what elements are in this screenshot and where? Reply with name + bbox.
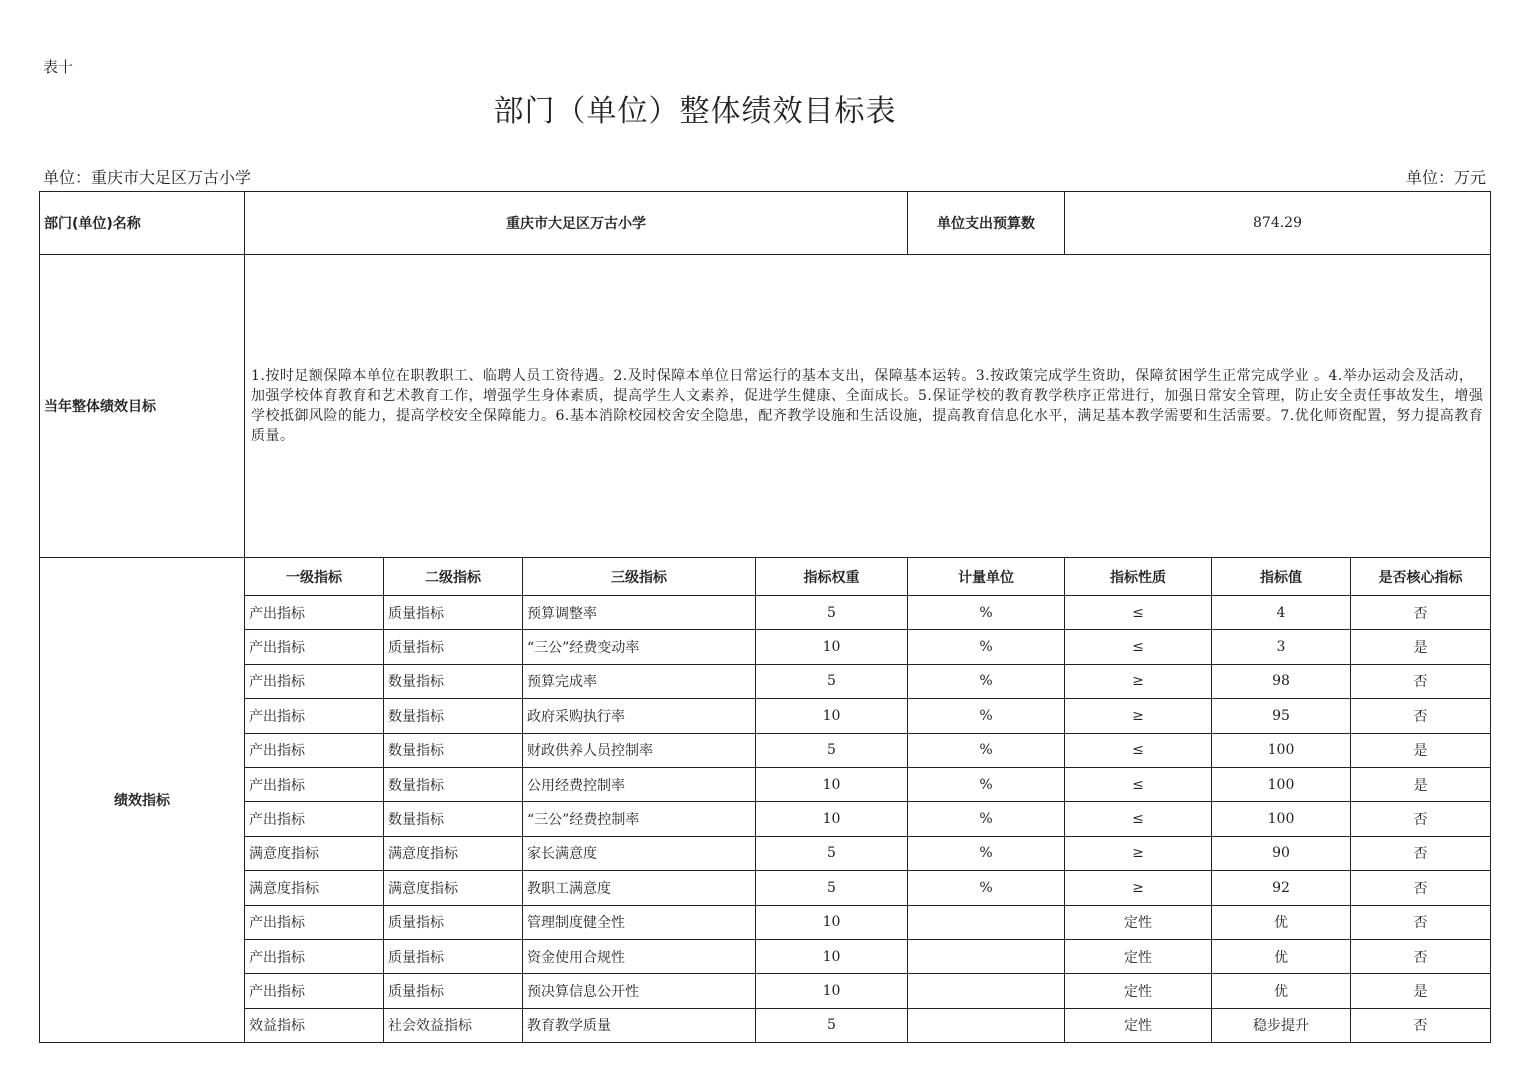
table-row [40,802,1491,836]
cell-level2: 质量指标 [384,596,523,630]
cell-level1: 产出指标 [245,802,384,836]
cell-level3: 教职工满意度 [523,871,756,905]
cell-value: 100 [1212,802,1351,836]
cell-weight: 5 [756,596,908,630]
cell-unit: % [908,630,1065,664]
cell-nature: 定性 [1065,905,1212,939]
cell-level2: 数量指标 [384,699,523,733]
cell-core: 否 [1351,871,1491,905]
cell-unit [908,939,1065,973]
cell-level1: 产出指标 [245,974,384,1008]
cell-level2: 社会效益指标 [384,1008,523,1042]
cell-value: 优 [1212,974,1351,1008]
cell-level1: 产出指标 [245,664,384,698]
cell-nature: ≥ [1065,699,1212,733]
cell-unit: % [908,767,1065,801]
cell-nature: ≥ [1065,836,1212,870]
cell-level1: 效益指标 [245,1008,384,1042]
cell-level1: 产出指标 [245,630,384,664]
table-row [40,836,1491,870]
cell-value: 优 [1212,905,1351,939]
cell-nature: 定性 [1065,1008,1212,1042]
cell-level1: 产出指标 [245,596,384,630]
dept-name-value: 重庆市大足区万古小学 [245,192,908,255]
page-title: 部门（单位）整体绩效目标表 [493,94,897,129]
cell-level2: 质量指标 [384,905,523,939]
cell-level2: 数量指标 [384,767,523,801]
cell-level1: 满意度指标 [245,836,384,870]
cell-core: 否 [1351,836,1491,870]
goal-label: 当年整体绩效目标 [40,255,245,558]
cell-unit: % [908,802,1065,836]
cell-weight: 5 [756,836,908,870]
dept-name-label: 部门(单位)名称 [40,192,245,255]
column-header: 三级指标 [523,558,756,596]
column-header: 指标权重 [756,558,908,596]
cell-unit: % [908,733,1065,767]
cell-core: 否 [1351,939,1491,973]
indicators-section-label: 绩效指标 [40,558,245,1043]
cell-value: 4 [1212,596,1351,630]
cell-level2: 数量指标 [384,802,523,836]
cell-value: 92 [1212,871,1351,905]
cell-nature: ≤ [1065,802,1212,836]
budget-value: 874.29 [1065,192,1491,255]
cell-level3: 家长满意度 [523,836,756,870]
currency-unit: 单位：万元 [1405,168,1486,187]
cell-value: 稳步提升 [1212,1008,1351,1042]
column-header: 一级指标 [245,558,384,596]
cell-core: 否 [1351,1008,1491,1042]
column-header: 是否核心指标 [1351,558,1491,596]
cell-level3: 教育教学质量 [523,1008,756,1042]
cell-core: 是 [1351,630,1491,664]
cell-value: 95 [1212,699,1351,733]
cell-weight: 5 [756,664,908,698]
cell-value: 98 [1212,664,1351,698]
cell-nature: ≥ [1065,664,1212,698]
cell-weight: 10 [756,974,908,1008]
cell-level2: 满意度指标 [384,836,523,870]
cell-unit: % [908,699,1065,733]
cell-level3: 预算调整率 [523,596,756,630]
table-row [40,974,1491,1008]
table-row [40,596,1491,630]
cell-weight: 10 [756,767,908,801]
cell-level3: 财政供养人员控制率 [523,733,756,767]
cell-level1: 产出指标 [245,733,384,767]
cell-nature: ≤ [1065,733,1212,767]
cell-nature: ≤ [1065,630,1212,664]
cell-level3: 管理制度健全性 [523,905,756,939]
goal-text: 1.按时足额保障本单位在职教职工、临聘人员工资待遇。2.及时保障本单位日常运行的基本支出，保障基本运转。3.按政策完成学生资助，保障贫困学生正常完成学业 。4.举办运动会及活动，加强学校体育教育和艺术教育工作，增强学生身体素质，提高学生人文素养，促进学生健康、全面成长。5.保证学校的教育教学秩序正常进行，加强日常安全管理，防止安全责任事故发生，增强学校抵御风险的能力，提高学校安全保障能力。6.基本消除校园校舍安全隐患，配齐教学设施和生活设施，提高教育信息化水平，满足基本教学需要和生活需要。7.优化师资配置，努力提高教育质量。 [245,255,1491,558]
table-row [40,939,1491,973]
cell-value: 优 [1212,939,1351,973]
table-row [40,664,1491,698]
column-header: 二级指标 [384,558,523,596]
cell-unit [908,905,1065,939]
performance-table [39,191,1491,1043]
cell-value: 100 [1212,767,1351,801]
cell-nature: 定性 [1065,974,1212,1008]
cell-weight: 10 [756,630,908,664]
cell-core: 否 [1351,596,1491,630]
cell-core: 否 [1351,699,1491,733]
cell-nature: ≤ [1065,596,1212,630]
cell-nature: 定性 [1065,939,1212,973]
cell-unit: % [908,664,1065,698]
cell-weight: 5 [756,733,908,767]
table-row [40,871,1491,905]
budget-label: 单位支出预算数 [908,192,1065,255]
cell-level1: 产出指标 [245,767,384,801]
cell-weight: 10 [756,802,908,836]
cell-value: 100 [1212,733,1351,767]
cell-level3: 公用经费控制率 [523,767,756,801]
cell-level2: 数量指标 [384,733,523,767]
table-row [40,630,1491,664]
cell-level3: 预决算信息公开性 [523,974,756,1008]
cell-level1: 产出指标 [245,939,384,973]
table-label: 表十 [43,58,74,76]
cell-level1: 产出指标 [245,905,384,939]
cell-level2: 数量指标 [384,664,523,698]
cell-level1: 满意度指标 [245,871,384,905]
table-row [40,905,1491,939]
cell-level2: 质量指标 [384,630,523,664]
cell-level1: 产出指标 [245,699,384,733]
cell-core: 是 [1351,974,1491,1008]
cell-level3: 预算完成率 [523,664,756,698]
column-header: 指标性质 [1065,558,1212,596]
table-row [40,767,1491,801]
unit-name: 单位：重庆市大足区万古小学 [43,168,252,187]
cell-weight: 5 [756,1008,908,1042]
cell-weight: 10 [756,699,908,733]
cell-weight: 10 [756,905,908,939]
cell-unit: % [908,871,1065,905]
cell-level3: 政府采购执行率 [523,699,756,733]
cell-level3: “三公”经费变动率 [523,630,756,664]
cell-value: 3 [1212,630,1351,664]
column-header: 指标值 [1212,558,1351,596]
cell-unit [908,974,1065,1008]
cell-value: 90 [1212,836,1351,870]
cell-nature: ≥ [1065,871,1212,905]
table-row [40,733,1491,767]
cell-core: 否 [1351,905,1491,939]
cell-core: 否 [1351,802,1491,836]
cell-weight: 5 [756,871,908,905]
cell-unit: % [908,836,1065,870]
cell-unit: % [908,596,1065,630]
column-header: 计量单位 [908,558,1065,596]
cell-nature: ≤ [1065,767,1212,801]
cell-level2: 质量指标 [384,939,523,973]
table-row [40,1008,1491,1042]
cell-level2: 满意度指标 [384,871,523,905]
cell-level2: 质量指标 [384,974,523,1008]
cell-core: 是 [1351,733,1491,767]
cell-level3: 资金使用合规性 [523,939,756,973]
cell-unit [908,1008,1065,1042]
table-row [40,699,1491,733]
cell-core: 是 [1351,767,1491,801]
cell-weight: 10 [756,939,908,973]
cell-level3: “三公”经费控制率 [523,802,756,836]
cell-core: 否 [1351,664,1491,698]
